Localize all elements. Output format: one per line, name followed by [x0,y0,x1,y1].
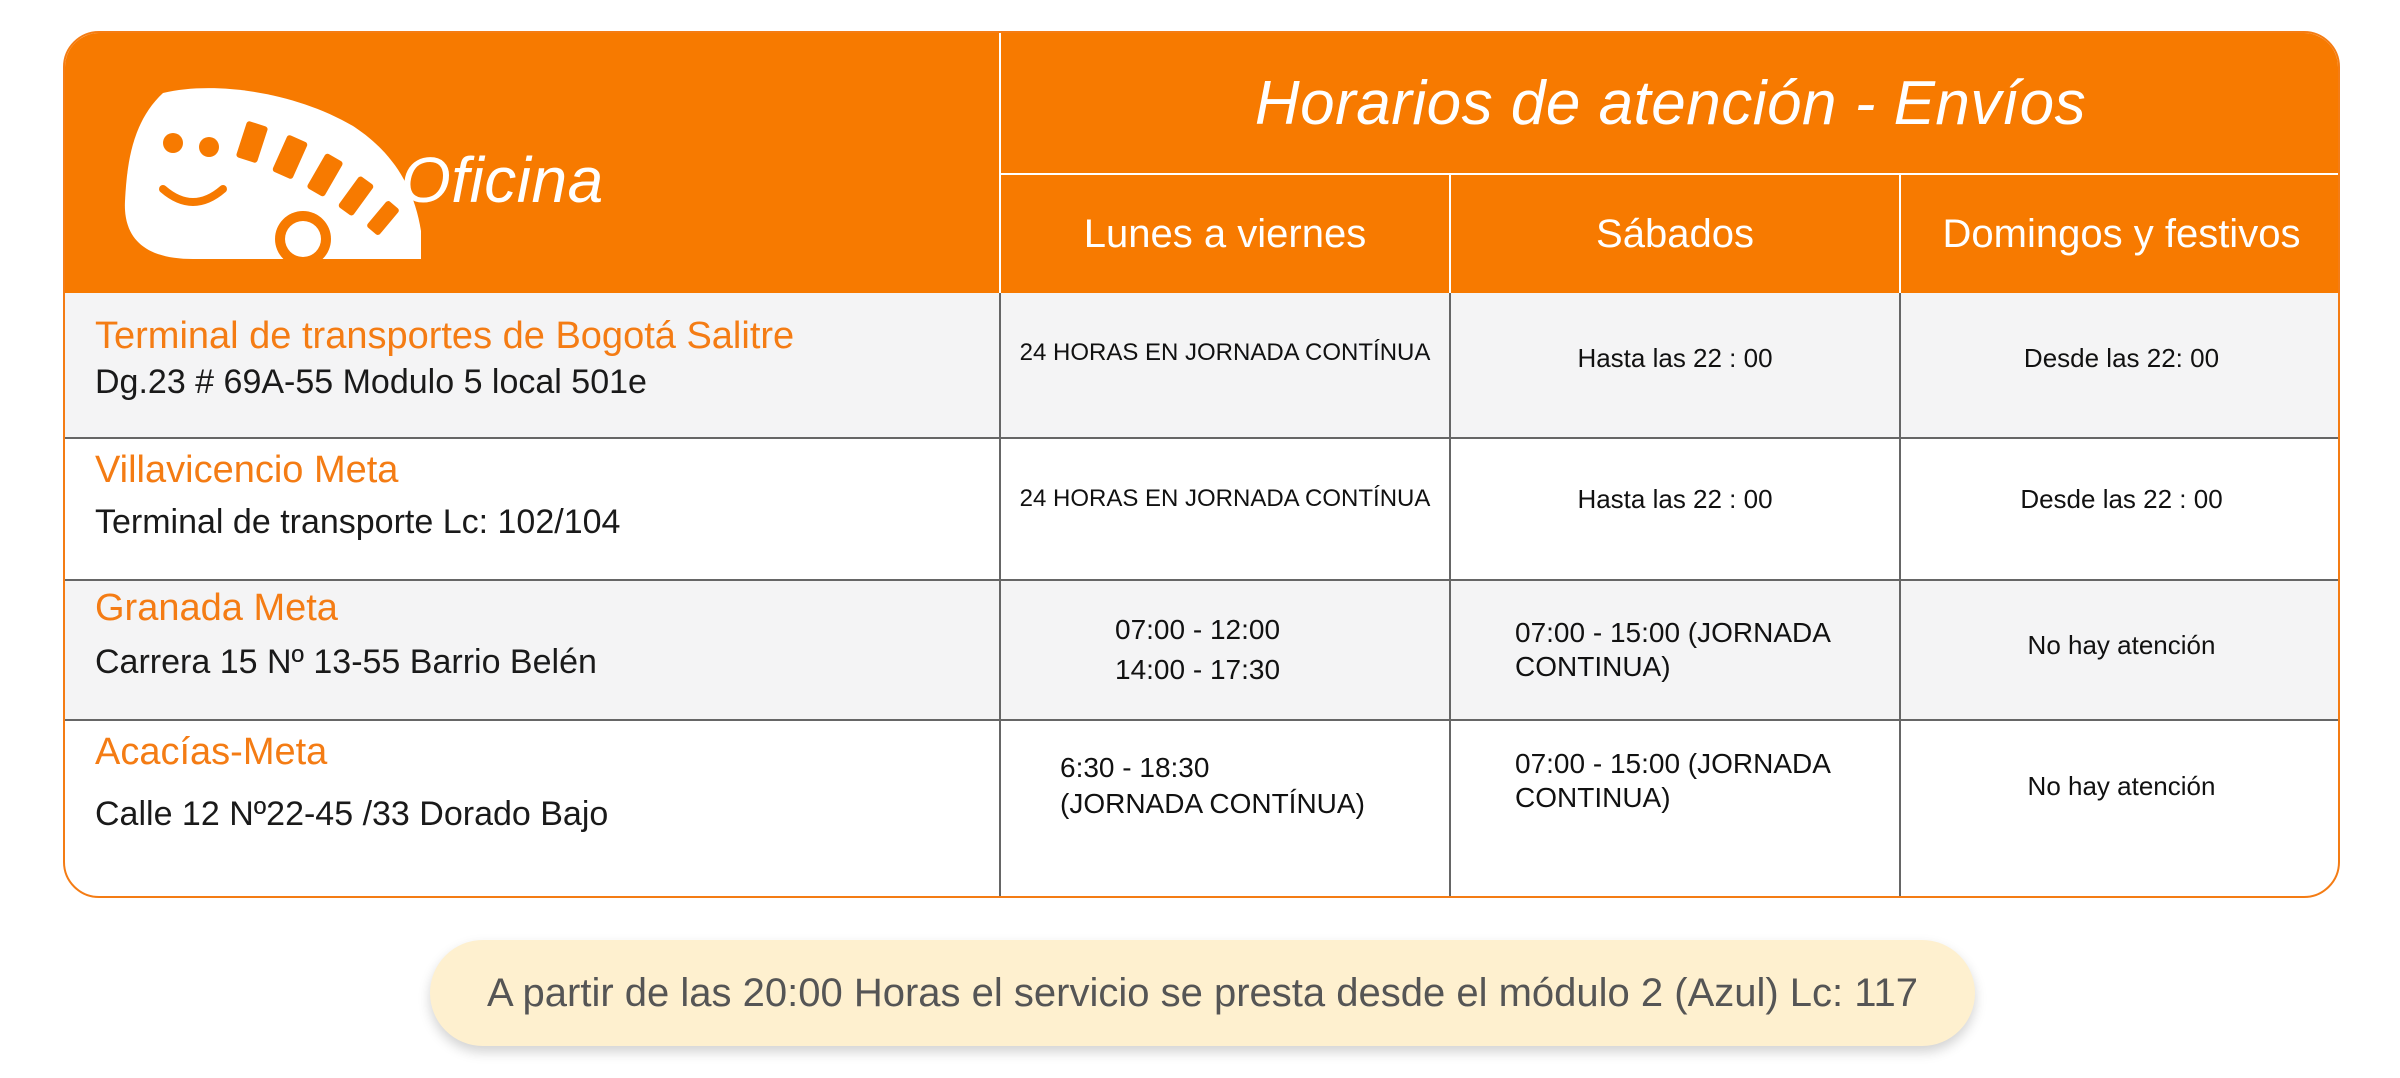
table-row [65,581,2338,719]
office-name: Terminal de transportes de Bogotá Salitre [95,315,795,357]
weekdays-hours: 24 HORAS EN JORNADA CONTÍNUA [1019,485,1431,512]
sunday-hours: No hay atención [2027,630,2216,660]
weekdays-hours: 24 HORAS EN JORNADA CONTÍNUA [1019,339,1431,366]
saturday-header: Sábados [1596,211,1754,256]
table-row [65,439,2338,579]
office-address: Terminal de transporte Lc: 102/104 [95,503,621,541]
saturday-hours: Hasta las 22 : 00 [1577,484,1773,514]
saturday-hours: 07:00 - 15:00 (JORNADA CONTINUA) [1515,748,1831,813]
sunday-hours: No hay atención [2027,771,2216,801]
schedule-card [63,31,2340,898]
column-divider [1899,293,1901,719]
saturday-hours: Hasta las 22 : 00 [1577,343,1773,373]
office-column-header [65,33,999,293]
column-divider [1899,721,1901,898]
table-row [65,293,2338,437]
office-address: Carrera 15 Nº 13-55 Barrio Belén [95,643,597,681]
header-divider [999,173,2340,175]
office-header-label: Oficina [401,144,604,216]
sunday-header: Domingos y festivos [1942,211,2301,256]
service-note: A partir de las 20:00 Horas el servicio se presta desde el módulo 2 (Azul) Lc: 117 [430,940,1975,1046]
weekdays-header: Lunes a viernes [1083,211,1367,256]
bus-icon [123,81,423,271]
table-row [65,721,2338,898]
hours-title: Horarios de atención - Envíos [1254,68,2087,138]
column-divider [999,293,1001,898]
column-divider [1449,293,1451,898]
header-divider [1899,173,1901,293]
header-divider [1449,173,1451,293]
saturday-hours: 07:00 - 15:00 (JORNADA CONTINUA) [1515,617,1831,682]
sunday-hours: Desde las 22 : 00 [2020,484,2223,514]
weekdays-hours: 07:00 - 12:00 14:00 - 17:30 [1115,614,1281,685]
office-address: Calle 12 Nº22-45 /33 Dorado Bajo [95,795,609,833]
table-header [65,33,2338,293]
office-address: Dg.23 # 69A-55 Modulo 5 local 501e [95,363,647,401]
weekdays-hours: 6:30 - 18:30 (JORNADA CONTÍNUA) [1060,752,1365,819]
office-name: Granada Meta [95,587,338,629]
office-name: Villavicencio Meta [95,449,399,491]
sunday-hours: Desde las 22: 00 [2023,343,2220,373]
header-divider [999,33,1001,293]
office-name: Acacías-Meta [95,731,328,773]
